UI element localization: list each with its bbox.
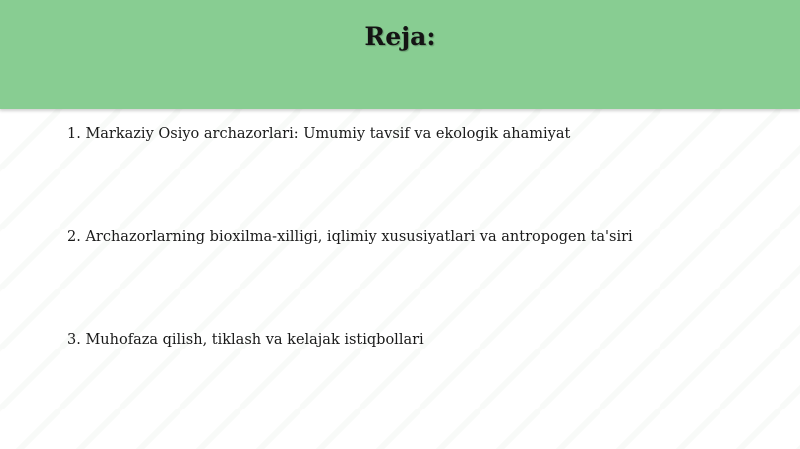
plan-item-3: 3. Muhofaza qilish, tiklash va kelajak istiqbollari	[67, 332, 424, 348]
slide-title: Reja:	[364, 22, 436, 51]
plan-item-1: 1. Markaziy Osiyo archazorlari: Umumiy tavsif va ekologik ahamiyat	[67, 126, 571, 142]
plan-item-2: 2. Archazorlarning bioxilma-xilligi, iqlimiy xususiyatlari va antropogen ta'siri	[67, 229, 633, 245]
